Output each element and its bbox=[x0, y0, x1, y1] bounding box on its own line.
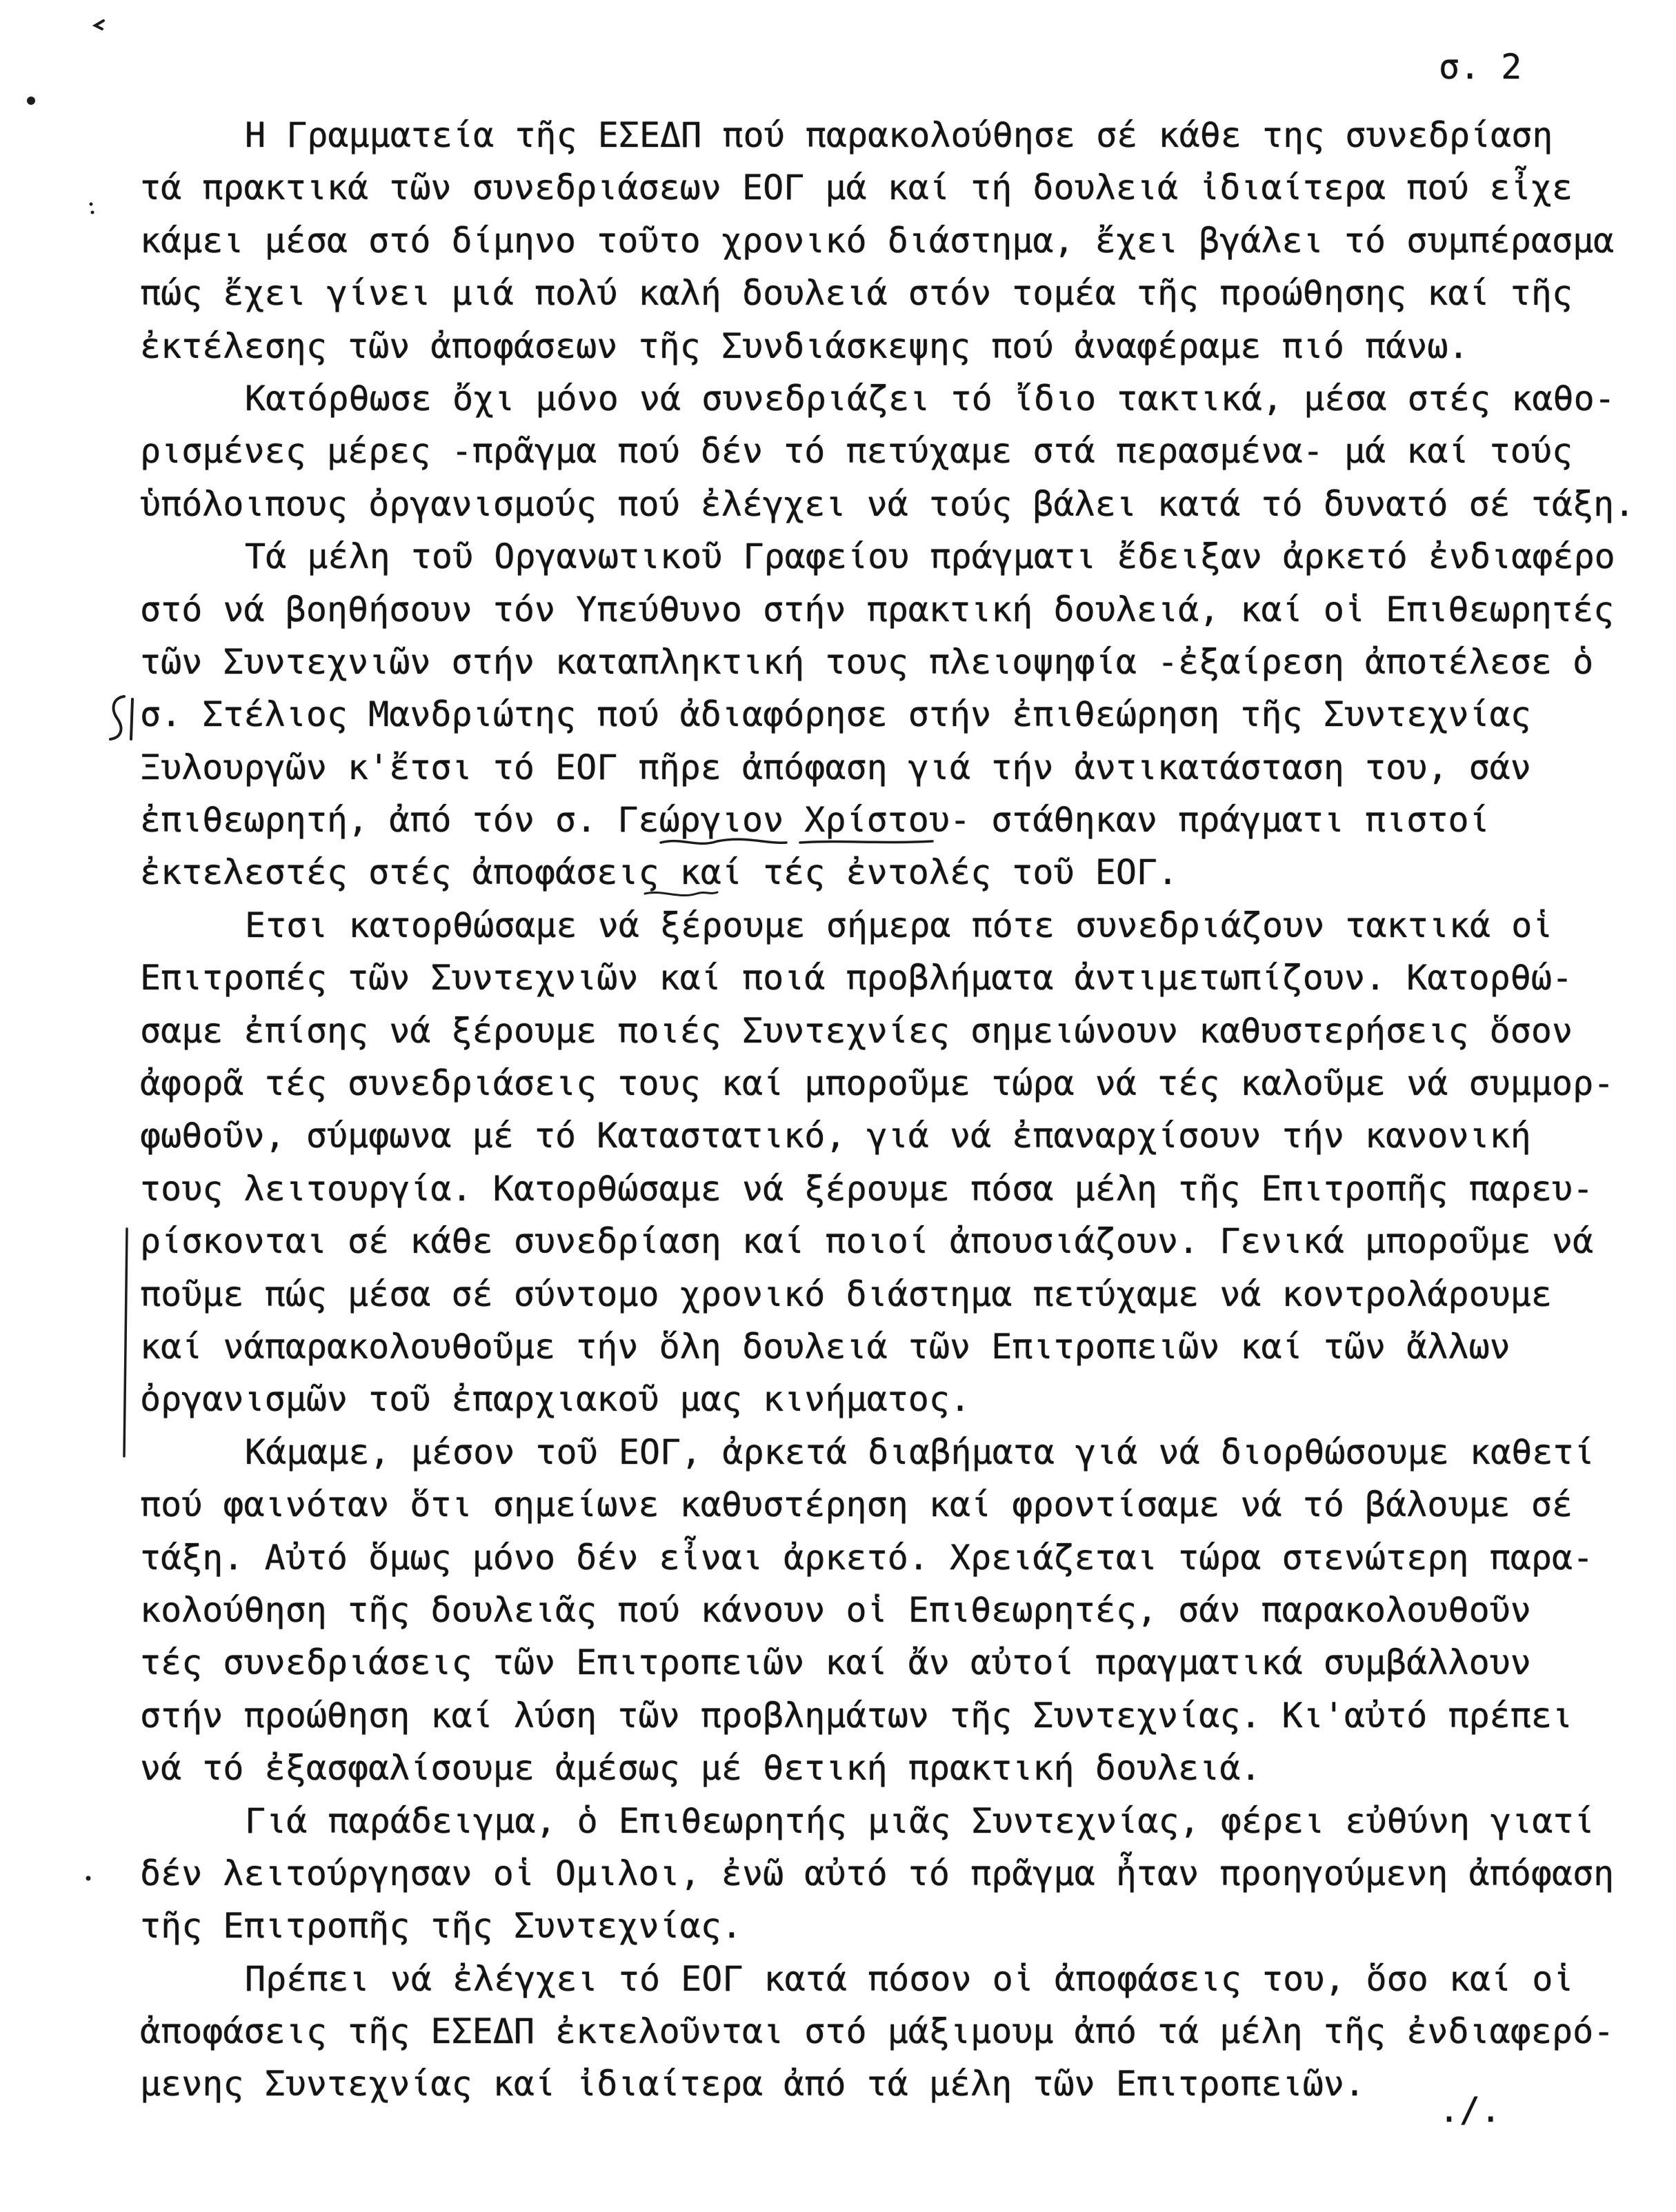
stray-dot bbox=[27, 97, 35, 105]
text-line: Κατόρθωσε ὄχι μόνο νά συνεδριάζει τό ἴδιο τακτικά, μέσα στές καθο- bbox=[245, 378, 1615, 419]
text-line: Πρέπει νά ἐλέγχει τό ΕΟΓ κατά πόσον οἱ ἀποφάσεις του, ὅσο καί οἱ bbox=[245, 1958, 1574, 1999]
text-line: στό νά βοηθήσουν τόν Υπεύθυνο στήν πρακτική δουλειά, καί οἱ Επιθεωρητές bbox=[140, 589, 1615, 630]
paragraph bbox=[140, 530, 1657, 899]
stray-mark bbox=[95, 21, 103, 29]
text-line: ἀφορᾶ τές συνεδριάσεις τους καί μποροῦμε τώρα νά τές καλοῦμε νά συμμορ- bbox=[140, 1063, 1615, 1104]
document-body bbox=[140, 109, 1657, 2111]
text-line: ρισμένες μέρες -πρᾶγμα πού δέν τό πετύχαμε στά περασμένα- μά καί τούς bbox=[140, 431, 1573, 472]
text-line: ἐκτελεστές στές ἀποφάσεις καί τές ἐντολές τοῦ ΕΟΓ. bbox=[140, 852, 1179, 893]
margin-bracket bbox=[124, 1229, 127, 1456]
text-line: κάμει μέσα στό δίμηνο τοῦτο χρονικό διάστημα, ἔχει βγάλει τό συμπέρασμα bbox=[140, 220, 1615, 261]
text-line: τῶν Συντεχνιῶν στήν καταπληκτική τους πλειοψηφία -ἐξαίρεση ἀποτέλεσε ὁ bbox=[140, 641, 1594, 682]
text-line: ἐπιθεωρητή, ἀπό τόν σ. Γεώργιον Χρίστου- στάθηκαν πράγματι πιστοί bbox=[140, 800, 1490, 841]
text-line: ποῦμε πώς μέσα σέ σύντομο χρονικό διάστημα πετύχαμε νά κοντρολάρουμε bbox=[140, 1274, 1552, 1314]
text-line: ἐκτέλεσης τῶν ἀποφάσεων τῆς Συνδιάσκεψης πού ἀναφέραμε πιό πάνω. bbox=[140, 325, 1469, 366]
text-line: Κάμαμε, μέσον τοῦ ΕΟΓ, ἀρκετά διαβήματα γιά νά διορθώσουμε καθετί bbox=[245, 1431, 1595, 1472]
text-line: φωθοῦν, σύμφωνα μέ τό Καταστατικό, γιά νά ἐπαναρχίσουν τήν κανονική bbox=[140, 1116, 1531, 1156]
paragraph bbox=[140, 899, 1657, 1426]
text-line: δέν λειτούργησαν οἱ Ομιλοι, ἐνῶ αὐτό τό πρᾶγμα ἦταν προηγούμενη ἀπόφαση bbox=[140, 1853, 1615, 1893]
text-line: σ. Στέλιος Μανδριώτης πού ἀδιαφόρησε στήν ἐπιθεώρηση τῆς Συντεχνίας bbox=[140, 694, 1531, 735]
text-line: Ετσι κατορθώσαμε νά ξέρουμε σήμερα πότε συνεδριάζουν τακτικά οἱ bbox=[245, 905, 1553, 945]
stray-dot bbox=[91, 211, 94, 214]
text-line: τάξη. Αὐτό ὅμως μόνο δέν εἶναι ἀρκετό. Χρειάζεται τώρα στενώτερη παρα- bbox=[140, 1537, 1594, 1578]
text-line: κολούθηση τῆς δουλειᾶς πού κάνουν οἱ Επιθεωρητές, σάν παρακολουθοῦν bbox=[140, 1589, 1531, 1630]
text-line: Τά μέλη τοῦ Οργανωτικοῦ Γραφείου πράγματι ἔδειξαν ἀρκετό ἐνδιαφέρο bbox=[245, 536, 1615, 577]
text-line: ὑπόλοιπους ὀργανισμούς πού ἐλέγχει νά τούς βάλει κατά τό δυνατό σέ τάξη. bbox=[140, 483, 1635, 524]
text-line: Η Γραμματεία τῆς ΕΣΕΔΠ πού παρακολούθησε σέ κάθε της συνεδρίαση bbox=[245, 115, 1553, 155]
text-line: καί νάπαρακολουθοῦμε τήν ὅλη δουλειά τῶν Επιτροπειῶν καί τῶν ἄλλων bbox=[140, 1326, 1510, 1367]
margin-bar bbox=[131, 699, 132, 739]
stray-dot bbox=[90, 203, 93, 206]
text-line: πού φαινόταν ὅτι σημείωνε καθυστέρηση καί φροντίσαμε νά τό βάλουμε σέ bbox=[140, 1485, 1573, 1525]
text-line: ὀργανισμῶν τοῦ ἐπαρχιακοῦ μας κινήματος. bbox=[140, 1379, 971, 1420]
text-line: σαμε ἐπίσης νά ξέρουμε ποιές Συντεχνίες σημειώνουν καθυστερήσεις ὅσον bbox=[140, 1010, 1573, 1051]
text-line: νά τό ἐξασφαλίσουμε ἀμέσως μέ θετική πρακτική δουλειά. bbox=[140, 1748, 1261, 1789]
text-line: Γιά παράδειγμα, ὁ Επιθεωρητής μιᾶς Συντεχνίας, φέρει εὐθύνη γιατί bbox=[245, 1800, 1595, 1841]
text-line: ρίσκονται σέ κάθε συνεδρίαση καί ποιοί ἀπουσιάζουν. Γενικά μποροῦμε νά bbox=[140, 1221, 1594, 1262]
paragraph bbox=[140, 1953, 1657, 2111]
end-mark: ./. bbox=[1439, 2090, 1502, 2130]
page-number: σ. 2 bbox=[1439, 47, 1522, 87]
text-line: τές συνεδριάσεις τῶν Επιτροπειῶν καί ἄν αὐτοί πραγματικά συμβάλλουν bbox=[140, 1642, 1531, 1683]
text-line: τά πρακτικά τῶν συνεδριάσεων ΕΟΓ μά καί τή δουλειά ἰδιαίτερα πού εἶχε bbox=[140, 168, 1573, 208]
paragraph bbox=[140, 1426, 1657, 1795]
text-line: τῆς Επιτροπῆς τῆς Συντεχνίας. bbox=[140, 1906, 742, 1947]
stray-dot bbox=[86, 1876, 91, 1881]
text-line: Επιτροπές τῶν Συντεχνιῶν καί ποιά προβλήματα ἀντιμετωπίζουν. Κατορθώ- bbox=[140, 958, 1573, 998]
paragraph bbox=[140, 1795, 1657, 1953]
margin-mark bbox=[110, 696, 124, 739]
text-line: τους λειτουργία. Κατορθώσαμε νά ξέρουμε πόσα μέλη τῆς Επιτροπῆς παρευ- bbox=[140, 1168, 1594, 1209]
paragraph bbox=[140, 109, 1657, 372]
paragraph bbox=[140, 372, 1657, 530]
text-line: ἀποφάσεις τῆς ΕΣΕΔΠ ἐκτελοῦνται στό μάξιμουμ ἀπό τά μέλη τῆς ἐνδιαφερό- bbox=[140, 2011, 1615, 2052]
text-line: στήν προώθηση καί λύση τῶν προβλημάτων τῆς Συντεχνίας. Κι'αὐτό πρέπει bbox=[140, 1695, 1573, 1736]
text-line: πώς ἔχει γίνει μιά πολύ καλή δουλειά στόν τομέα τῆς προώθησης καί τῆς bbox=[140, 273, 1573, 314]
text-line: Ξυλουργῶν κ'ἔτσι τό ΕΟΓ πῆρε ἀπόφαση γιά τήν ἀντικατάσταση του, σάν bbox=[140, 747, 1531, 787]
text-line: μενης Συντεχνίας καί ἰδιαίτερα ἀπό τά μέλη τῶν Επιτροπειῶν. bbox=[140, 2064, 1366, 2104]
